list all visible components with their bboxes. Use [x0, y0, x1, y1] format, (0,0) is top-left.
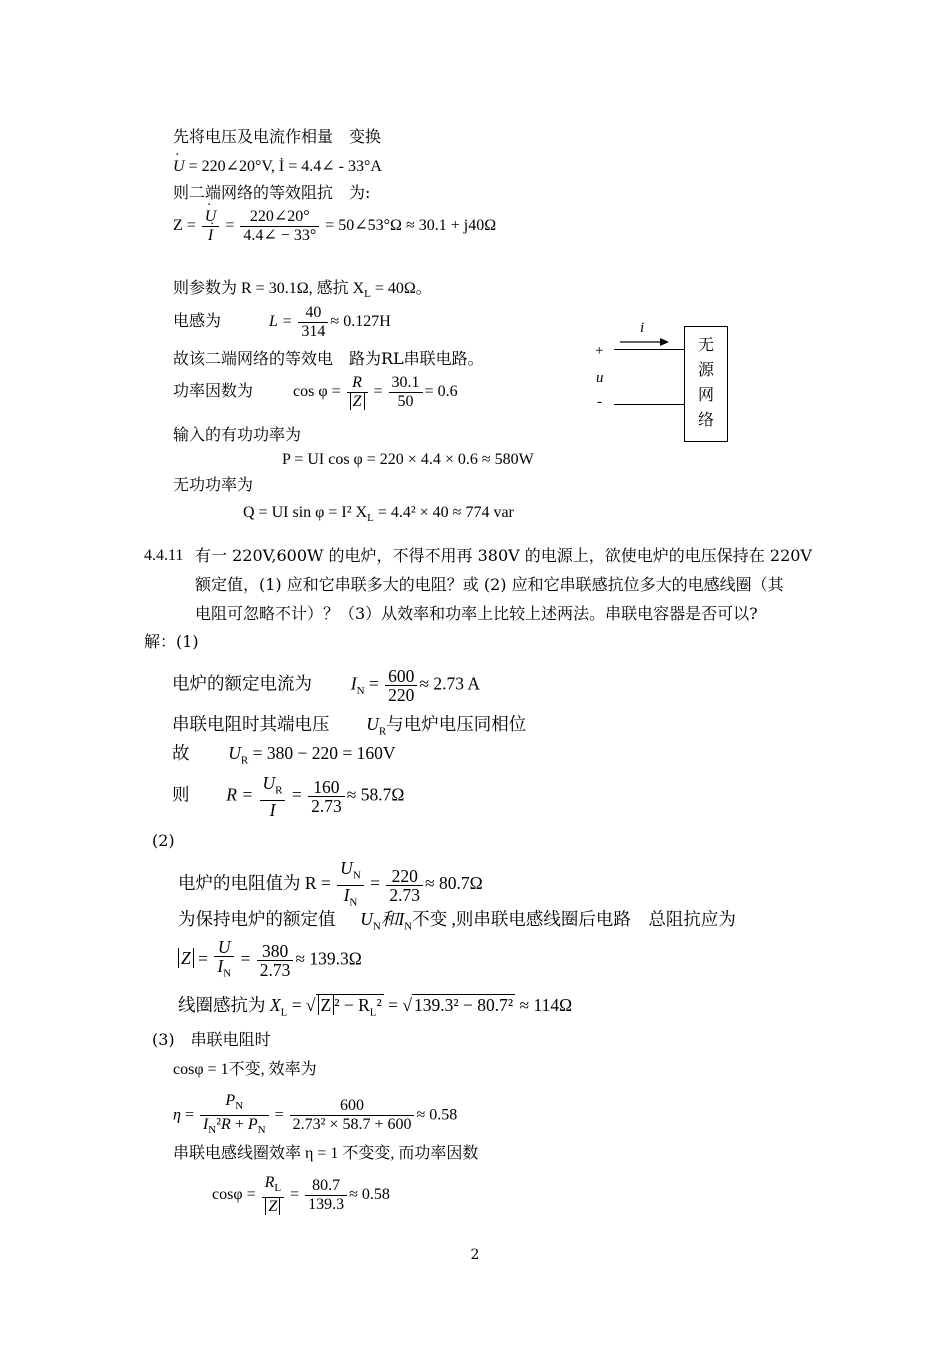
- part2-label: (2): [152, 831, 175, 850]
- part3-label: (3) 串联电阻时: [152, 1030, 271, 1049]
- text-rl-series: 故该二端网络的等效电 路为RL串联电路。: [173, 349, 484, 368]
- eq-ur-value: 故 $U_R = 380 - 220 = 160V$: [172, 743, 396, 767]
- solution-label: 解：(1): [144, 632, 199, 651]
- text-active-power: 输入的有功功率为: [173, 425, 302, 444]
- eq-reactive-power: Q = UI sin φ = I² $X_L = 4.4^2 \times 40 \approx 774$ var: [243, 504, 514, 525]
- current-label: i: [640, 320, 645, 336]
- eq-power-factor-inductor: cosφ = $\frac{R_L}{Z}$ = $\frac{80.7}{139.3}$ ≈ 0.58: [212, 1174, 390, 1216]
- problem-line-2: 额定值，(1) 应和它串联多大的电阻？或 (2) 应和它串联感抗位多大的电感线圈（其: [195, 575, 784, 594]
- text-phasor-intro: 先将电压及电流作相量 变换: [173, 127, 382, 146]
- voltage-label: u: [596, 370, 604, 386]
- current-arrow-icon: [620, 337, 670, 347]
- text-params: 则参数为 R = 30.1Ω, 感抗 $X_L = 40\Omega$。: [173, 280, 432, 301]
- problem-line-3: 电阻可忽略不计）？（3）从效率和功率上比较上述两法。串联电容器是否可以?: [195, 604, 758, 623]
- plus-terminal: +: [595, 343, 604, 359]
- text-keep-rated: 为保持电炉的额定值 $U_N$和$I_N$不变 ,则串联电感线圈后电路 总阻抗应为: [178, 909, 736, 933]
- problem-number: 4.4.11: [144, 547, 184, 564]
- eq-total-impedance: Z = $\frac{U}{I_N}$ = $\frac{380}{2.73}$ ≈ 139.3Ω: [178, 938, 362, 983]
- minus-terminal: -: [597, 394, 602, 410]
- text-cos-efficiency: cosφ = 1不变, 效率为: [173, 1061, 317, 1078]
- text-inductor-efficiency: 串联电感线圈效率 η = 1 不变变, 而功率因数: [173, 1145, 479, 1162]
- eq-efficiency: η = $\frac{P_N}{I_N^2R + P_N}$ = $\frac{600}{\text{2.73² × 58.7 + 600}}$ ≈ 0.58: [173, 1092, 458, 1137]
- circuit-diagram: [590, 322, 750, 447]
- top-wire: [614, 349, 685, 350]
- text-impedance-intro: 则二端网络的等效阻抗 为:: [173, 183, 371, 202]
- eq-resistance: 则 R = $\frac{U_R}{I}$ = $\frac{160}{2.73}$ ≈ 58.7Ω: [172, 773, 405, 820]
- page-number: 2: [470, 1247, 480, 1263]
- eq-impedance: Z = · U · I = $\frac{220\angle 20^\circ}{4.4\angle - 33^\circ}$ = 50∠53°Ω ≈ 30.1 + j40Ω: [173, 208, 496, 245]
- bottom-wire: [614, 404, 685, 405]
- eq-inductance: 电感为 L = $\frac{40}{314}$ ≈ 0.127H: [173, 304, 391, 340]
- eq-phasor-values: · U = 220∠20°V, İ = 4.4∠ - 33°A: [173, 157, 382, 177]
- text-reactive-power: 无功功率为: [173, 475, 254, 494]
- eq-furnace-resistance: 电炉的电阻值为 R = $\frac{U_N}{I_N}$ = $\frac{220}{2.73}$ ≈ 80.7Ω: [178, 858, 483, 908]
- passive-network-label: 无源网络: [697, 335, 714, 429]
- u-dot-symbol: · U: [173, 157, 185, 177]
- eq-power-factor: 功率因数为 cos φ = $\frac{R}{Z}$ = $\frac{30.1}{50}$ = 0.6: [173, 374, 458, 410]
- eq-coil-reactance: 线圈感抗为 $X_L$ = √ Z $^2 - R_L^2$ = √ 139.3² − 80.7² ≈ 114Ω: [178, 995, 573, 1019]
- problem-line-1: 有一 220V,600W 的电炉，不得不用再 380V 的电源上，欲使电炉的电压保持在 220V: [195, 546, 812, 565]
- eq-rated-current: 电炉的额定电流为 $I_N$ = $\frac{600}{220}$ ≈ 2.73 A: [172, 666, 481, 705]
- text-series-resistor: 串联电阻时其端电压 $U_R$与电炉电压同相位: [172, 714, 527, 738]
- eq-active-power: P = UI cos φ = 220 × 4.4 × 0.6 ≈ 580W: [282, 451, 534, 468]
